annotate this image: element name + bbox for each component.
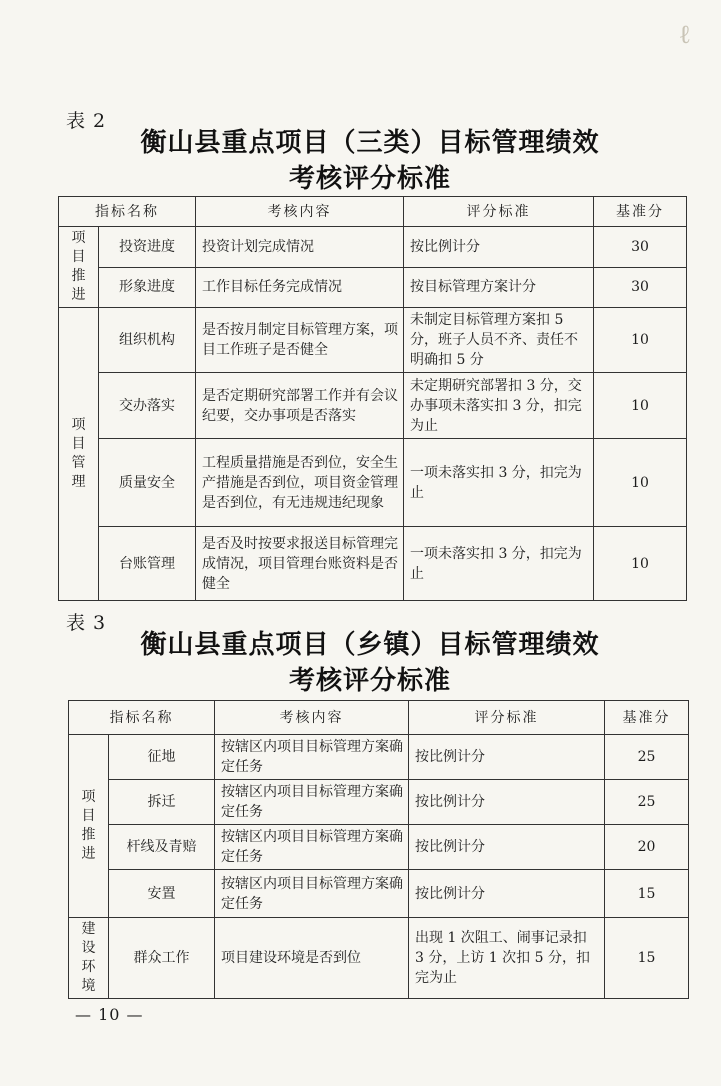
table3 <box>68 700 689 999</box>
table2-header-indicator: 指标名称 <box>59 197 196 227</box>
table2-item: 交办落实 <box>99 373 196 439</box>
table3-score: 15 <box>605 870 689 918</box>
table2-item: 形象进度 <box>99 267 196 308</box>
table2-item: 台账管理 <box>99 527 196 601</box>
table3-content: 按辖区内项目目标管理方案确定任务 <box>215 735 409 780</box>
table3-group-project-progress <box>69 735 109 918</box>
table3-item: 征地 <box>109 735 215 780</box>
table3-content: 按辖区内项目目标管理方案确定任务 <box>215 780 409 825</box>
table3-group-label: 项目推进 <box>81 789 96 862</box>
table3-item: 拆迁 <box>109 780 215 825</box>
table3-header-score: 基准分 <box>605 701 689 735</box>
table3-group-label: 建设环境 <box>81 921 96 994</box>
table-row <box>59 527 687 601</box>
table2-group-label: 项目管理 <box>71 417 86 490</box>
page-number: — 10 — <box>75 1005 144 1024</box>
table2-item: 投资进度 <box>99 227 196 268</box>
table3-standard: 按比例计分 <box>409 780 605 825</box>
table3-score: 20 <box>605 825 689 870</box>
table2-score: 30 <box>594 227 687 268</box>
table2-standard: 未定期研究部署扣 3 分，交办事项未落实扣 3 分，扣完为止 <box>404 373 594 439</box>
table-row <box>59 373 687 439</box>
table3-title-line1: 衡山县重点项目（乡镇）目标管理绩效 <box>140 630 600 660</box>
table3-content: 按辖区内项目目标管理方案确定任务 <box>215 870 409 918</box>
table3-item: 安置 <box>109 870 215 918</box>
table3-standard: 按比例计分 <box>409 825 605 870</box>
table2-group-project-progress <box>59 227 99 308</box>
table-row <box>69 825 689 870</box>
table-row <box>69 918 689 999</box>
table2-standard: 一项未落实扣 3 分，扣完为止 <box>404 439 594 527</box>
table2-standard: 按比例计分 <box>404 227 594 268</box>
table2-title-line1: 衡山县重点项目（三类）目标管理绩效 <box>140 128 600 158</box>
table3-item: 杆线及青赔 <box>109 825 215 870</box>
table3-score: 25 <box>605 780 689 825</box>
table2-content: 工作目标任务完成情况 <box>196 267 404 308</box>
table2-header-row <box>59 197 687 227</box>
table-row <box>59 308 687 373</box>
table3-item: 群众工作 <box>109 918 215 999</box>
table2-score: 10 <box>594 308 687 373</box>
table2-item: 组织机构 <box>99 308 196 373</box>
table3-standard: 按比例计分 <box>409 735 605 780</box>
table3-header-content: 考核内容 <box>215 701 409 735</box>
table2-standard: 未制定目标管理方案扣 5 分，班子人员不齐、责任不明确扣 5 分 <box>404 308 594 373</box>
table3-title-line2: 考核评分标准 <box>288 666 451 696</box>
table3-header-indicator: 指标名称 <box>69 701 215 735</box>
table2-score: 10 <box>594 439 687 527</box>
table3-header-standard: 评分标准 <box>409 701 605 735</box>
table2-header-standard: 评分标准 <box>404 197 594 227</box>
table-row <box>69 735 689 780</box>
table2-label: 表 2 <box>66 110 107 132</box>
table2-score: 10 <box>594 527 687 601</box>
table-row <box>59 267 687 308</box>
table3-score: 15 <box>605 918 689 999</box>
table2-title-line2: 考核评分标准 <box>288 164 451 194</box>
table3-score: 25 <box>605 735 689 780</box>
table2 <box>58 196 687 601</box>
table3-standard: 按比例计分 <box>409 870 605 918</box>
table2-header-score: 基准分 <box>594 197 687 227</box>
table3-header-row <box>69 701 689 735</box>
table2-score: 10 <box>594 373 687 439</box>
table2-standard: 一项未落实扣 3 分，扣完为止 <box>404 527 594 601</box>
table2-content: 是否定期研究部署工作并有会议纪要，交办事项是否落实 <box>196 373 404 439</box>
table2-content: 是否及时按要求报送目标管理完成情况，项目管理台账资料是否健全 <box>196 527 404 601</box>
table-row <box>69 780 689 825</box>
table-row <box>59 227 687 268</box>
table2-item: 质量安全 <box>99 439 196 527</box>
page-edge-mark: ℓ <box>678 20 691 50</box>
table3-group-construction-env <box>69 918 109 999</box>
table2-content: 是否按月制定目标管理方案，项目工作班子是否健全 <box>196 308 404 373</box>
table-row <box>59 439 687 527</box>
table2-group-label: 项目推进 <box>71 230 86 303</box>
table2-standard: 按目标管理方案计分 <box>404 267 594 308</box>
table2-content: 投资计划完成情况 <box>196 227 404 268</box>
table3-label: 表 3 <box>66 612 107 634</box>
table2-header-content: 考核内容 <box>196 197 404 227</box>
table-row <box>69 870 689 918</box>
table2-score: 30 <box>594 267 687 308</box>
table2-group-project-management <box>59 308 99 601</box>
table3-standard: 出现 1 次阻工、闹事记录扣 3 分，上访 1 次扣 5 分，扣完为止 <box>409 918 605 999</box>
table3-content: 按辖区内项目目标管理方案确定任务 <box>215 825 409 870</box>
table2-content: 工程质量措施是否到位，安全生产措施是否到位，项目资金管理是否到位，有无违规违纪现象 <box>196 439 404 527</box>
table3-content: 项目建设环境是否到位 <box>215 918 409 999</box>
